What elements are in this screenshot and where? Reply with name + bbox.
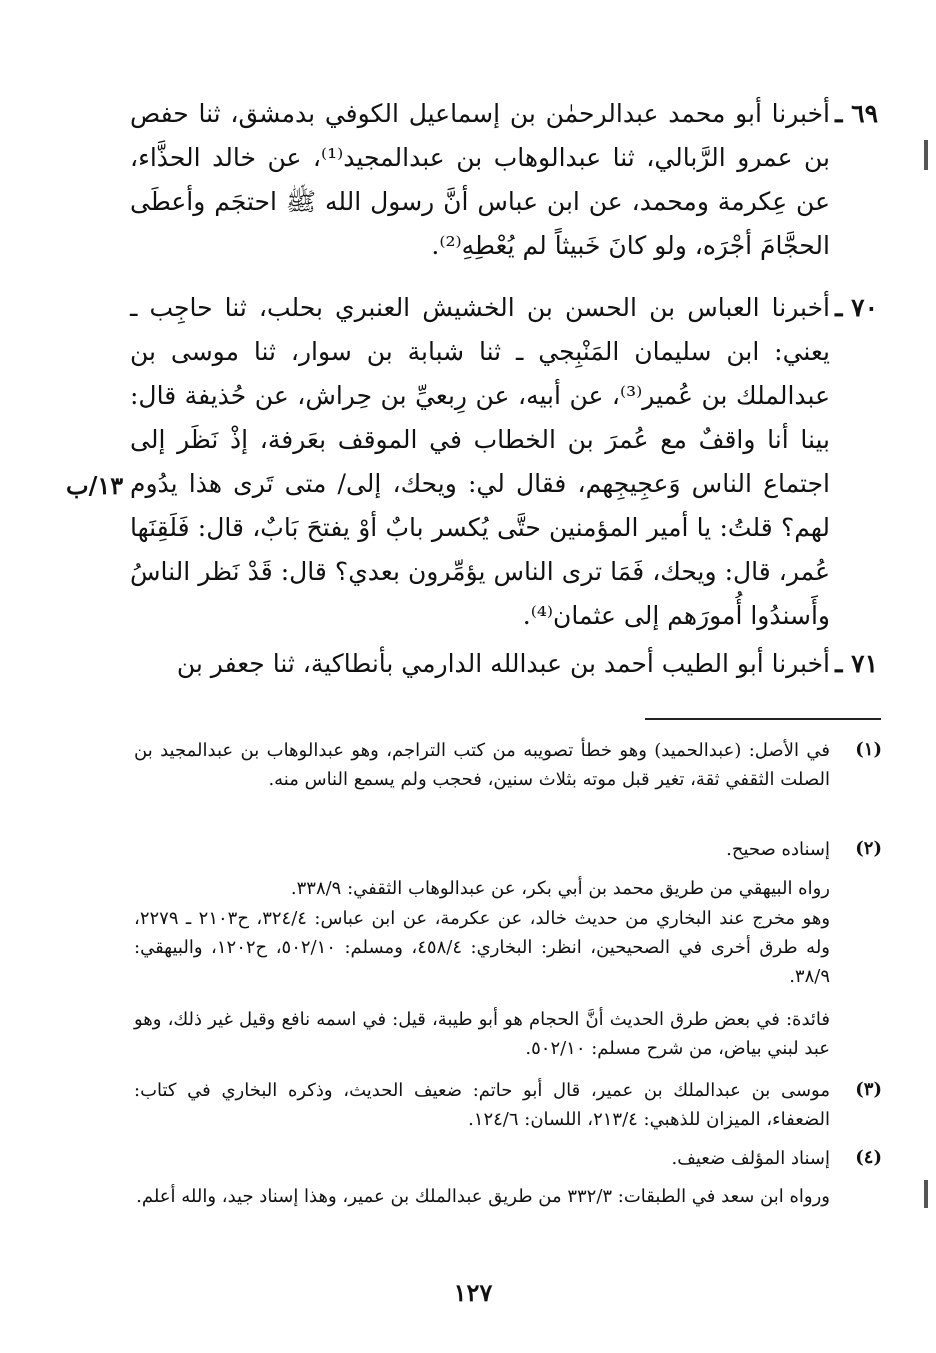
footnote-number: (١)	[855, 739, 882, 760]
hadith-entry: أخبرنا العباس بن الحسن بن الخشيش العنبري بحلب، ثنا حاجِب ـ يعني: ابن سليمان المَنْبِجي ـ ثنا شبابة بن سوار، ثنا موسى بن عبدالملك بن عُمير⁽³⁾، عن أبيه، عن رِبعيِّ بن حِراش، عن حُذيفة قال: بينا أنا واقفٌ مع عُمرَ بن الخطاب في الموقف بعَرفة، إذْ نَظَر إلى اجتماع الناس وَعجِيجِهم، فقال لي: ويحك، إلى/ متى تَرى هذا يدُوم لهم؟ قلتُ: يا أمير المؤمنين حتَّى يُكسر بابٌ أوْ يفتحَ بَابٌ، قال: فَلَقِنَها عُمر، قال: ويحك، فَمَا ترى الناس يؤمِّرون بعدي؟ قال: قَدْ نَظر الناسُ وأَسندُوا أُمورَهم إلى عثمان⁽⁴⁾.	[130, 293, 830, 630]
footnote-number: (٤)	[855, 1147, 882, 1168]
footnote-text: فائدة: في بعض طرق الحديث أنَّ الحجام هو أبو طيبة، قيل: في اسمه نافع وقيل غير ذلك، وهو عبد لبني بياض، من شرح مسلم: ٥٠٢/١٠.	[134, 1009, 830, 1059]
footnote-text: إسناده صحيح.	[726, 839, 830, 860]
entry-number: ٧٠ ـ	[835, 293, 878, 322]
footnote-text: في الأصل: (عبدالحميد) وهو خطأ تصويبه من كتب التراجم، وهو عبدالوهاب بن عبدالمجيد بن الصلت الثقفي ثقة، تغير قبل موته بثلاث سنين، فحجب ولم يسمع الناس منه.	[134, 740, 830, 790]
page-number: ١٢٧	[453, 1278, 493, 1307]
footnote-text: موسى بن عبدالملك بن عمير، قال أبو حاتم: ضعيف الحديث، وذكره البخاري في كتاب: الضعفاء، الميزان للذهبي: ٢١٣/٤، اللسان: ١٢٤/٦.	[134, 1080, 830, 1130]
footnote-text: وهو مخرج عند البخاري من حديث خالد، عن عكرمة، عن ابن عباس: ٣٢٤/٤، ح٢١٠٣ ـ ٢٢٧٩، وله طرق أخرى في الصحيحين، انظر: البخاري: ٤٥٨/٤، ومسلم: ٥٠٢/١٠، ح١٢٠٢، والبيهقي: ٣٨/٩.	[134, 908, 831, 987]
hadith-entry: أخبرنا أبو محمد عبدالرحمٰن بن إسماعيل الكوفي بدمشق، ثنا حفص بن عمرو الرَّبالي، ثنا عبدالوهاب بن عبدالمجيد⁽¹⁾، عن خالد الحذَّاء، عن عِكرمة ومحمد، عن ابن عباس أنَّ رسول الله ﷺ احتجَم وأعطَى الحجَّامَ أجْرَه، ولو كانَ خَبيثاً لم يُعْطِهِ⁽²⁾.	[130, 99, 830, 260]
footnote-separator	[645, 718, 881, 720]
hadith-entry: أخبرنا أبو الطيب أحمد بن عبدالله الدارمي بأنطاكية، ثنا جعفر بن	[176, 649, 830, 678]
entry-number: ٧١ ـ	[835, 649, 878, 678]
margin-folio-note: ١٣/ب	[66, 471, 124, 500]
footnote-text: إسناد المؤلف ضعيف.	[671, 1148, 830, 1169]
footnote-text: ورواه ابن سعد في الطبقات: ٣٣٢/٣ من طريق عبدالملك بن عمير، وهذا إسناد جيد، والله أعلم.	[136, 1186, 830, 1207]
scan-edge-mark	[924, 140, 928, 170]
footnote-number: (٣)	[855, 1079, 882, 1100]
entry-number: ٦٩ ـ	[835, 99, 878, 128]
footnote-number: (٢)	[855, 838, 882, 859]
footnote-text: رواه البيهقي من طريق محمد بن أبي بكر، عن عبدالوهاب الثقفي: ٣٣٨/٩.	[290, 878, 830, 899]
scan-edge-mark	[924, 1180, 928, 1208]
